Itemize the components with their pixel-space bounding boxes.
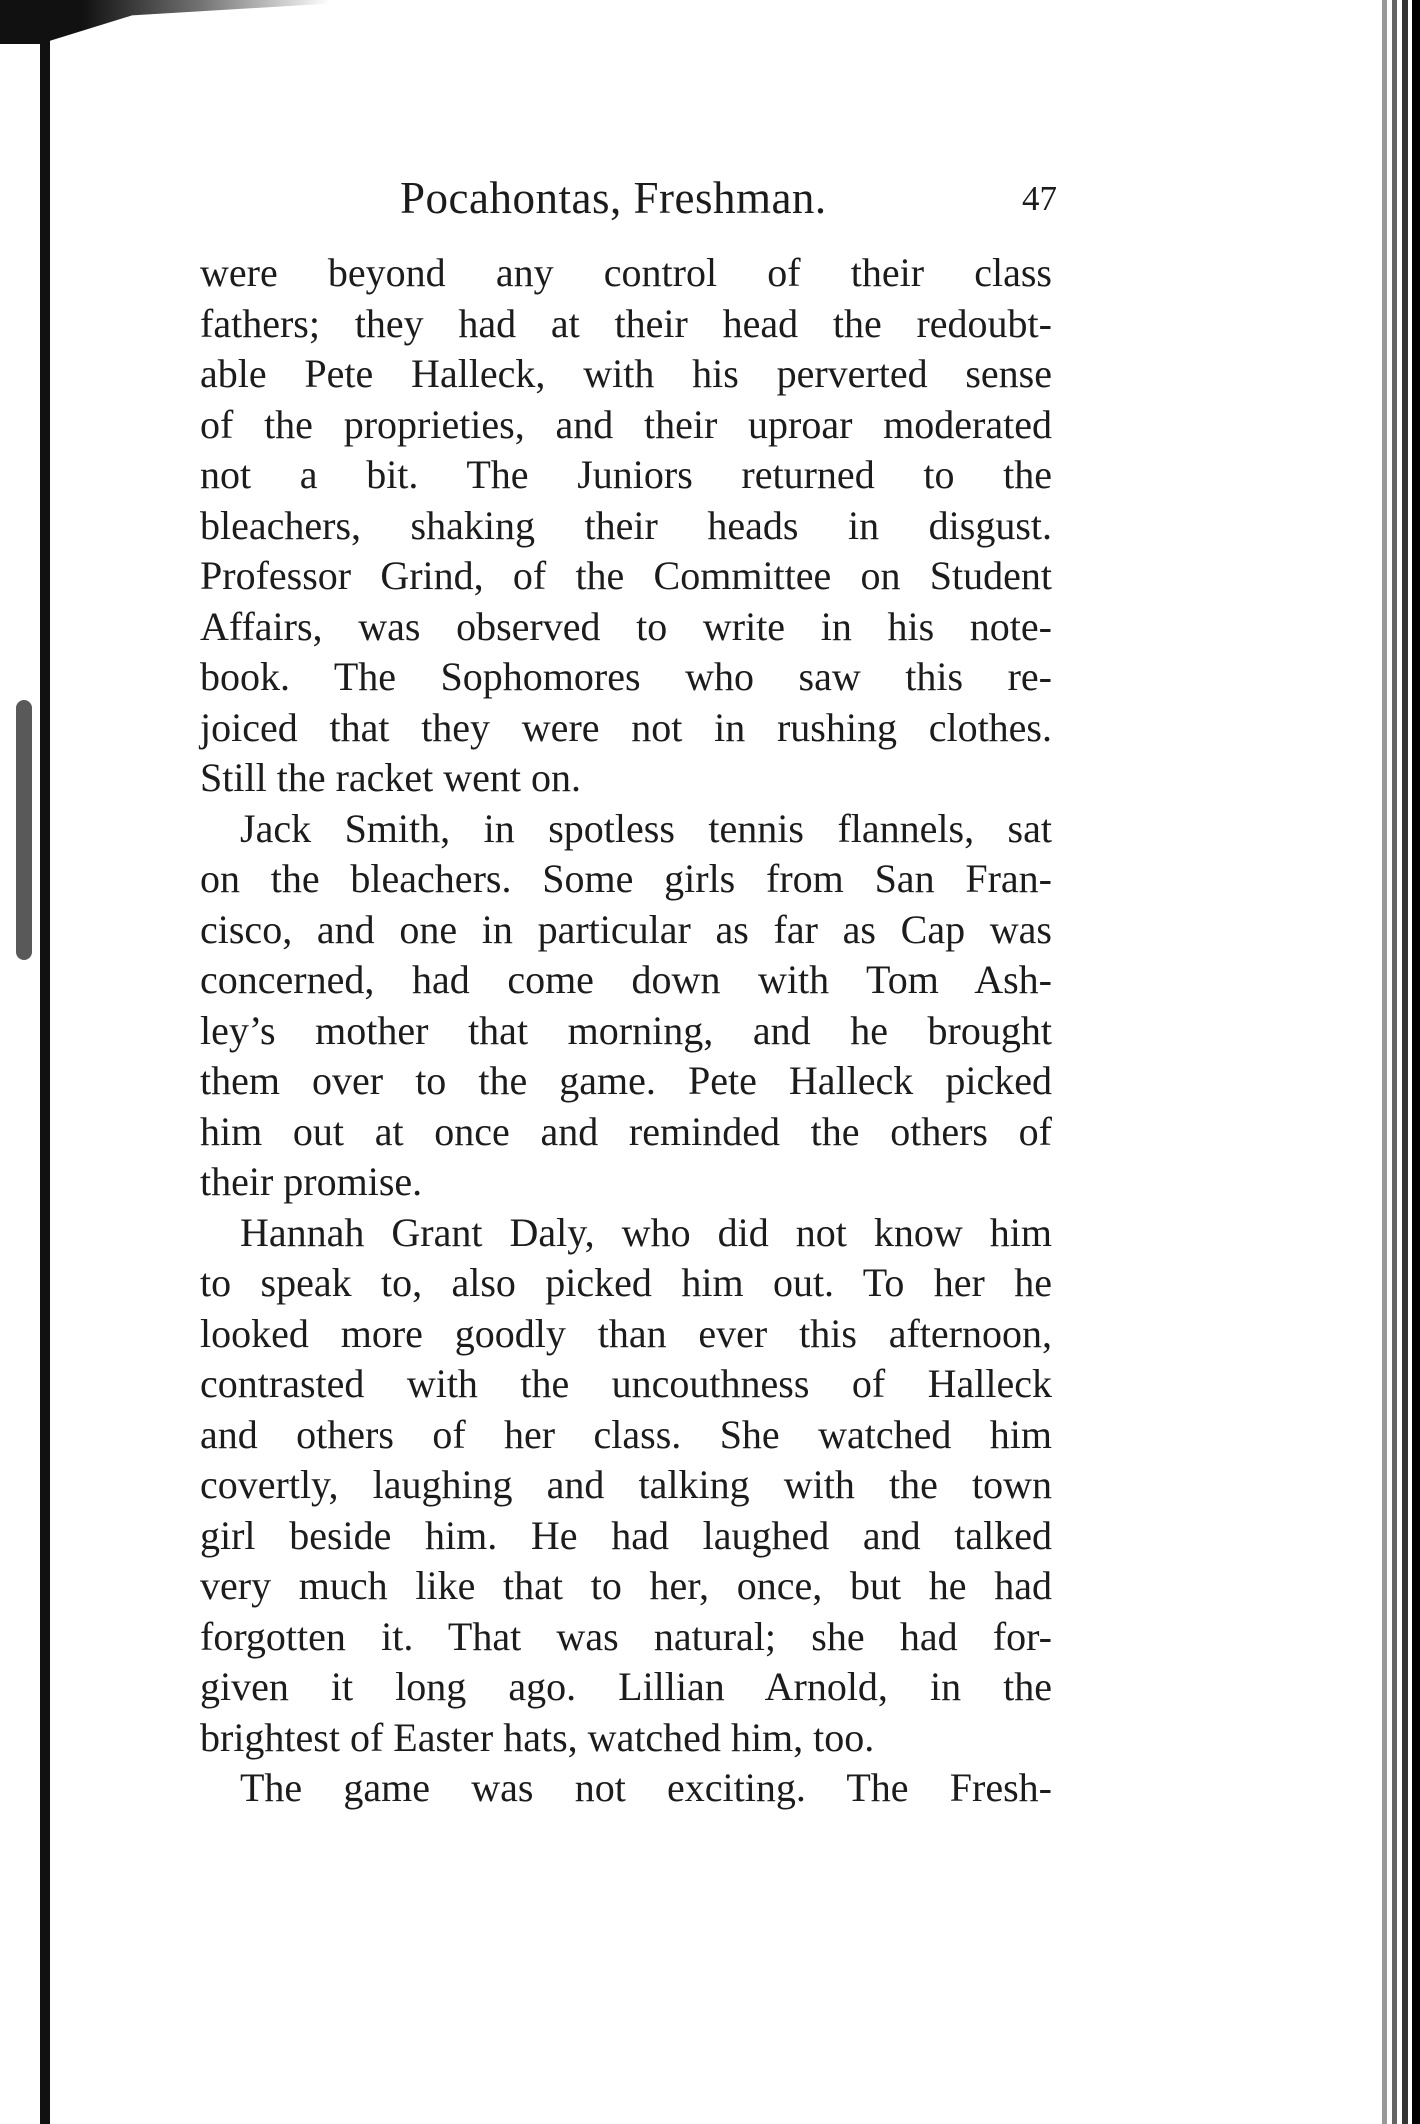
text-line: Hannah Grant Daly, who did not know him xyxy=(240,1209,1052,1255)
page-binding-edge xyxy=(40,0,50,2124)
text-line: looked more goodly than ever this afternoon, xyxy=(200,1310,1052,1356)
page-edge-line xyxy=(1402,0,1408,2124)
text-line: cisco, and one in particular as far as Cap was xyxy=(200,906,1052,952)
text-line: forgotten it. That was natural; she had for- xyxy=(200,1613,1052,1659)
text-line: covertly, laughing and talking with the town xyxy=(200,1462,1052,1507)
text-line: very much like that to her, once, but he had xyxy=(200,1563,1052,1608)
page-edge-line xyxy=(1392,0,1397,2124)
text-line: joiced that they were not in rushing clothes. xyxy=(200,704,1052,750)
text-line: given it long ago. Lillian Arnold, in the xyxy=(200,1664,1052,1709)
text-line: concerned, had come down with Tom Ash- xyxy=(200,957,1052,1002)
page-edge-line xyxy=(1382,0,1387,2124)
running-title: Pocahontas, Freshman. xyxy=(400,173,827,223)
text-line: them over to the game. Pete Halleck picked xyxy=(200,1058,1052,1103)
text-line: their promise. xyxy=(200,1159,423,1204)
text-line: brightest of Easter hats, watched him, too. xyxy=(200,1714,875,1760)
text-line: bleachers, shaking their heads in disgust. xyxy=(200,502,1052,548)
text-line: Affairs, was observed to write in his note- xyxy=(200,603,1052,649)
text-line: contrasted with the uncouthness of Halleck xyxy=(200,1361,1052,1406)
text-line: on the bleachers. Some girls from San Fran- xyxy=(200,856,1052,901)
scan-margin-stain xyxy=(16,700,32,960)
text-line: Still the racket went on. xyxy=(200,755,582,800)
text-line: and others of her class. She watched him xyxy=(200,1411,1052,1457)
text-line: fathers; they had at their head the redoubt- xyxy=(200,300,1052,346)
body-text xyxy=(200,248,1052,1814)
text-line: him out at once and reminded the others of xyxy=(200,1108,1052,1154)
page-edge-line xyxy=(1412,0,1420,2124)
text-line: The game was not exciting. The Fresh- xyxy=(240,1765,1052,1810)
text-line: not a bit. The Juniors returned to the xyxy=(200,452,1052,497)
text-line: Jack Smith, in spotless tennis flannels, sat xyxy=(240,805,1052,851)
text-line: were beyond any control of their class xyxy=(200,250,1052,295)
page-number: 47 xyxy=(1022,179,1057,218)
text-line: able Pete Halleck, with his perverted sense xyxy=(200,351,1052,396)
text-line: book. The Sophomores who saw this re- xyxy=(200,654,1052,699)
text-line: ley’s mother that morning, and he brought xyxy=(200,1007,1052,1053)
text-line: girl beside him. He had laughed and talked xyxy=(200,1512,1052,1558)
text-line: Professor Grind, of the Committee on Student xyxy=(200,553,1052,598)
text-line: of the proprieties, and their uproar moderated xyxy=(200,401,1052,447)
text-line: to speak to, also picked him out. To her he xyxy=(200,1260,1052,1305)
